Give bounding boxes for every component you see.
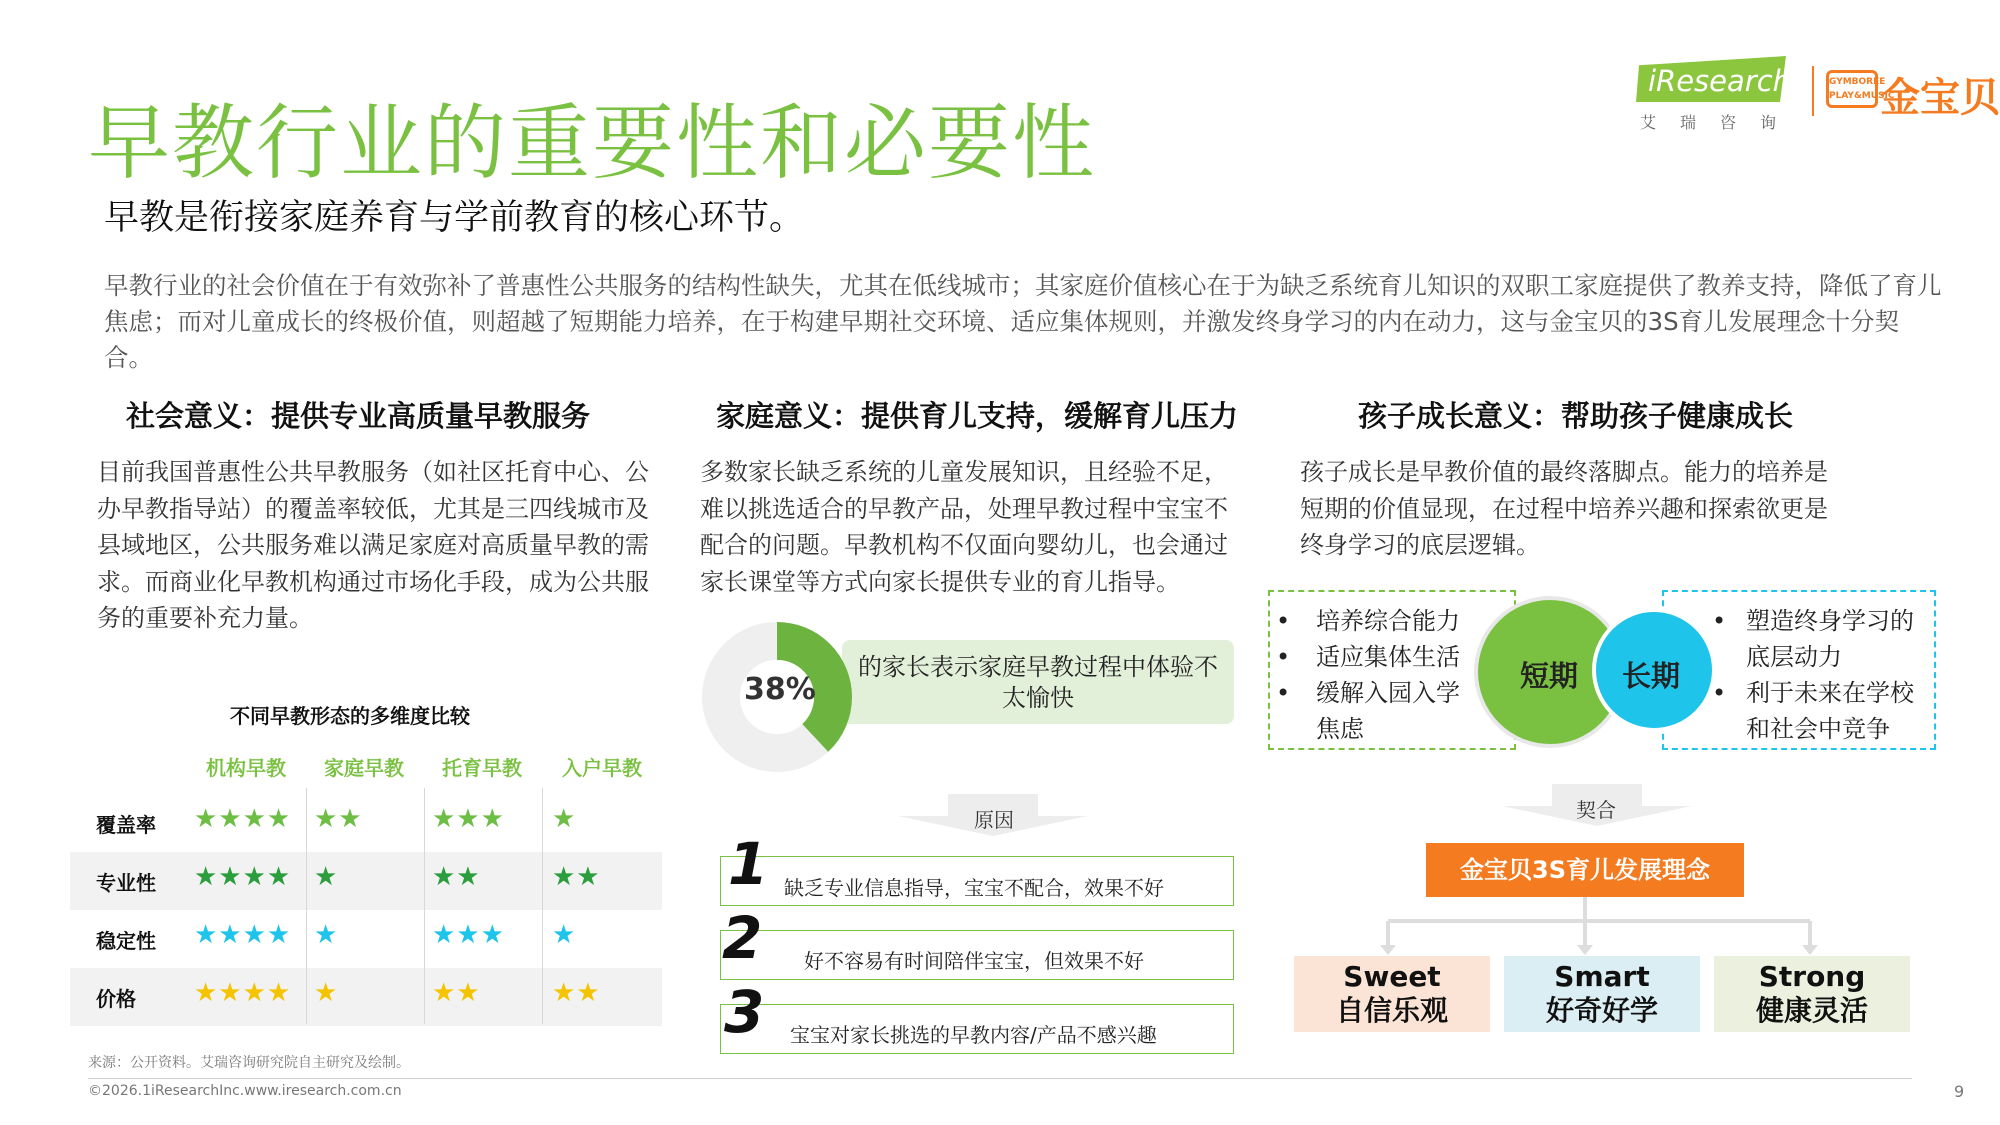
row-label: 稳定性	[96, 929, 156, 953]
page-number: 9	[1954, 1082, 1965, 1101]
footer-copyright: ©2026.1iResearchInc.www.iresearch.com.cn	[88, 1083, 402, 1099]
reason-text: 好不容易有时间陪伴宝宝，但效果不好	[804, 949, 1144, 973]
concept-connector	[1380, 897, 1920, 957]
reasons-label: 原因	[974, 808, 1014, 832]
star-rating: ★	[552, 920, 577, 950]
table-header-col4: 入户早教	[562, 756, 642, 780]
child-paragraph: 孩子成长是早教价值的最终落脚点。能力的培养是短期的价值显现，在过程中培养兴趣和探索欲更是终身学习的底层逻辑。	[1300, 458, 1828, 559]
star-rating: ★★★	[432, 920, 505, 950]
family-paragraph: 多数家长缺乏系统的儿童发展知识，且经验不足，难以挑选适合的早教产品，处理早教过程中宝宝不配合的问题。早教机构不仅面向婴幼儿，也会通过家长课堂等方式向家长提供专业的育儿指导。	[700, 458, 1228, 596]
donut-callout-text: 的家长表示家庭早教过程中体验不太愉快	[858, 653, 1218, 712]
star-rating: ★	[314, 978, 339, 1008]
star-rating: ★★	[552, 978, 601, 1008]
reason-number: 1	[728, 830, 769, 898]
star-rating: ★★★★	[194, 804, 292, 834]
logo-divider	[1812, 66, 1814, 116]
list-item: • 塑造终身学习的底层动力	[1712, 607, 1914, 671]
table-header-col3: 托育早教	[442, 756, 522, 780]
pillar-cn: 健康灵活	[1755, 994, 1868, 1027]
pillar-en: Sweet	[1343, 960, 1441, 993]
donut-percent-label: 38%	[744, 672, 816, 707]
star-rating: ★★	[432, 978, 481, 1008]
pillar-cn: 自信乐观	[1335, 994, 1448, 1027]
long-term-list	[1712, 603, 1932, 747]
star-rating: ★	[314, 862, 339, 892]
table-header-col2: 家庭早教	[324, 756, 404, 780]
footer-divider	[88, 1078, 1912, 1079]
reason-text: 宝宝对家长挑选的早教内容/产品不感兴趣	[790, 1023, 1157, 1047]
pillar-cn: 好奇好学	[1545, 994, 1658, 1027]
social-heading: 社会意义：提供专业高质量早教服务	[126, 399, 591, 433]
list-item: • 培养综合能力	[1276, 607, 1460, 635]
pillar-smart	[1504, 956, 1700, 1032]
star-rating: ★	[552, 804, 577, 834]
pillar-strong	[1714, 956, 1910, 1032]
pillar-en: Strong	[1758, 960, 1866, 993]
star-rating: ★★	[552, 862, 601, 892]
list-item: • 适应集体生活	[1276, 643, 1460, 671]
table-divider	[306, 788, 307, 1024]
row-label: 专业性	[96, 871, 156, 895]
gymboree-logo-name: 金宝贝	[1880, 75, 2000, 121]
pillar-en: Smart	[1554, 960, 1650, 993]
intro-paragraph: 早教行业的社会价值在于有效弥补了普惠性公共服务的结构性缺失，尤其在低线城市；其家庭价值核心在于为缺乏系统育儿知识的双职工家庭提供了教养支持，降低了育儿焦虑；而对儿童成长的终极价值，则超越了短期能力培养，在于构建早期社交环境、适应集体规则，并激发终身学习的内在动力，这与金宝贝的3S育儿发展理念十分契合。	[104, 271, 1942, 372]
star-rating: ★★★★	[194, 978, 292, 1008]
star-rating: ★★★★	[194, 862, 292, 892]
child-heading: 孩子成长意义：帮助孩子健康成长	[1358, 399, 1794, 433]
row-label: 覆盖率	[96, 813, 156, 837]
star-rating: ★★★★	[194, 920, 292, 950]
short-term-list	[1276, 603, 1476, 747]
table-header-col1: 机构早教	[206, 756, 286, 780]
star-rating: ★★★	[432, 804, 505, 834]
long-term-label: 长期	[1622, 659, 1681, 693]
table-row	[70, 910, 662, 968]
table-row	[70, 794, 662, 852]
table-divider	[424, 788, 425, 1024]
short-term-label: 短期	[1520, 659, 1579, 693]
star-rating: ★★	[432, 862, 481, 892]
table-divider	[542, 788, 543, 1024]
page-title: 早教行业的重要性和必要性	[88, 96, 1097, 191]
gymboree-logo-badge: GYMBOREE PLAY&MUSIC	[1826, 70, 1878, 108]
family-heading: 家庭意义：提供育儿支持，缓解育儿压力	[716, 399, 1239, 433]
social-paragraph: 目前我国普惠性公共早教服务（如社区托育中心、公办早教指导站）的覆盖率较低，尤其是三四线城市及县域地区，公共服务难以满足家庭对高质量早教的需求。而商业化早教机构通过市场化手段，成为公共服务的重要补充力量。	[97, 458, 649, 632]
fit-label: 契合	[1576, 798, 1616, 822]
row-label: 价格	[96, 987, 136, 1011]
iresearch-logo-cn: 艾瑞咨询	[1640, 113, 1801, 132]
iresearch-logo-text: iResearch	[1648, 64, 1792, 98]
pillar-sweet	[1294, 956, 1490, 1032]
concept-banner: 金宝贝3S育儿发展理念	[1426, 843, 1744, 897]
star-rating: ★	[314, 920, 339, 950]
table-row	[70, 852, 662, 910]
reason-number: 2	[722, 904, 763, 972]
table-row	[70, 968, 662, 1026]
list-item: • 缓解入园入学焦虑	[1276, 679, 1460, 743]
star-rating: ★★	[314, 804, 363, 834]
page-subtitle: 早教是衔接家庭养育与学前教育的核心环节。	[104, 198, 805, 238]
reason-text: 缺乏专业信息指导，宝宝不配合，效果不好	[784, 876, 1164, 900]
comparison-table-title: 不同早教形态的多维度比较	[230, 704, 470, 728]
footer-source: 来源：公开资料。艾瑞咨询研究院自主研究及绘制。	[88, 1055, 410, 1071]
list-item: • 利于未来在学校和社会中竞争	[1712, 679, 1914, 743]
reason-number: 3	[724, 978, 765, 1046]
